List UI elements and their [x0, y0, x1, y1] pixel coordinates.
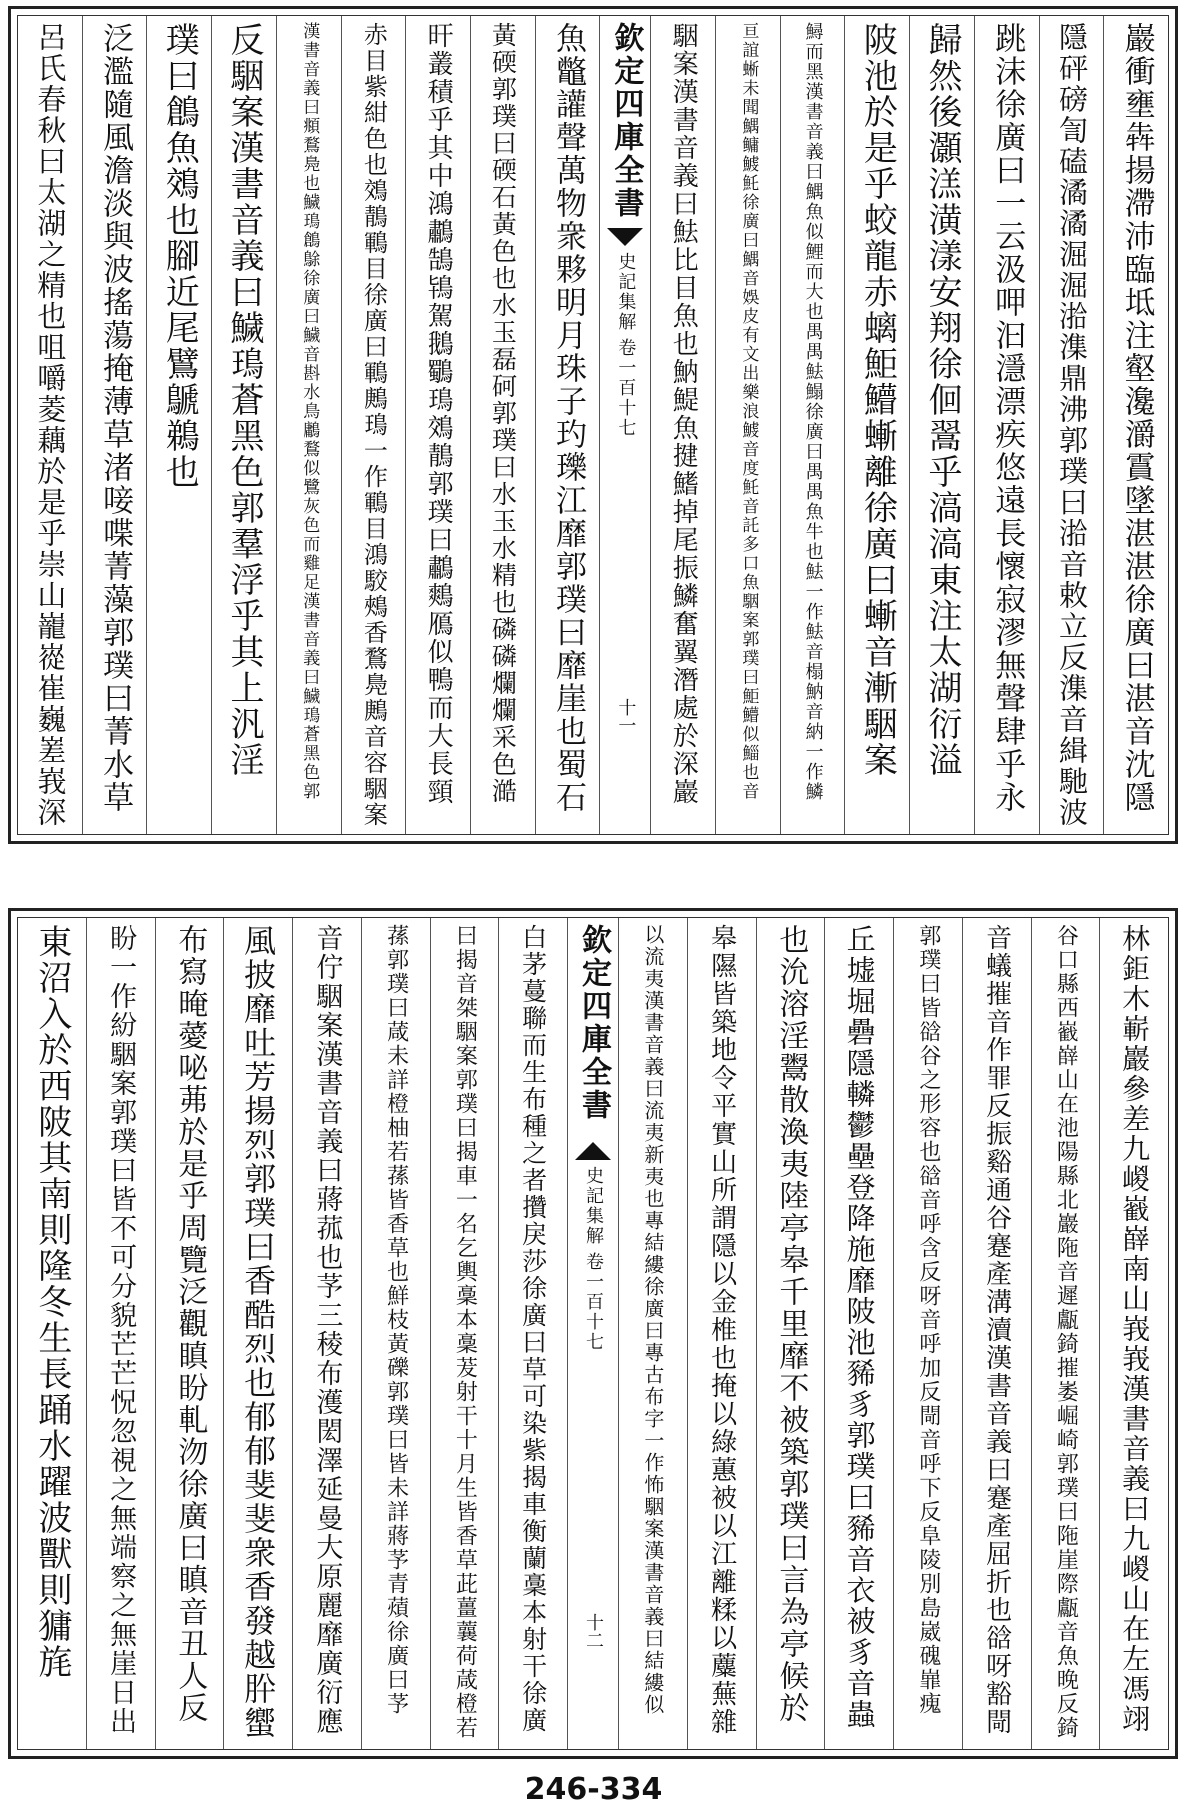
text-columns	[18, 16, 1168, 834]
center-gutter	[567, 918, 618, 1749]
text-column: 亘誼蜥未聞鰅鳙鰬魠徐廣曰鰅音娛皮有文出樂浪鰬音度魠音託多口魚駰案郭璞曰鮔䲛似鯔也音	[715, 16, 780, 834]
center-gutter	[599, 16, 650, 834]
text-column: 東沼入於西陂其南則隆冬生長踊水躍波獸則㺎旄	[31, 924, 72, 1680]
text-column: 魚鼈讙聲萬物衆夥明月珠子玓瓅江靡郭璞曰靡崖也蜀石	[535, 16, 600, 834]
page-upper	[8, 6, 1178, 844]
text-column: 隱砰磅訇磕潏潏淈淈湁潗鼎沸郭璞曰湁音敕立反潗音緝馳波	[1039, 16, 1104, 834]
text-column: 赤目紫紺色也鵁鶄鶤目徐廣曰鶤鶊鳿一作鶤目鴻駮鵊香鶩鳧鶊音容駰案	[341, 16, 406, 834]
fish-tail-mark-icon	[607, 228, 643, 246]
text-column: 巖衝壅犇揚滯沛臨坻注壑瀺灂霣墜湛湛徐廣曰湛音沈隱	[1103, 16, 1168, 834]
text-column: 旰叢積乎其中鴻鷫鵠鴇駕鵝鸀鳿鵁鶄郭璞曰鷫鷞鴈似鴨而大長頸	[405, 16, 470, 834]
volume-label: 卷一百十七	[583, 1252, 604, 1352]
text-column: 丘墟堀礨隱轔鬱壘登降施靡陂池豨豸郭璞曰豨音衣被豸音蟲	[824, 918, 893, 1749]
text-column: 音蟻摧音作罪反振谿通谷蹇產溝瀆漢書音義曰蹇產屈折也谽呀豁閜	[962, 918, 1031, 1749]
text-column: 漢書音義曰頫鶩鳧也鱥鳿鶬鵌徐廣曰鱥音斟水鳥鷛鶩似鷺灰色而雞足漢書音義曰鱥鳿蒼黑色郭	[276, 16, 341, 834]
text-column: 以流夷漢書音義曰流夷新夷也專結縷徐廣曰專古布字一作怖駰案漢書音義曰結縷似	[618, 918, 687, 1749]
text-column: 黃碝郭璞曰碝石黃色也水玉磊砢郭璞曰水玉水精也磷磷爛爛采色澔	[470, 16, 535, 834]
text-column: 郭璞曰皆谽谷之形容也谽音呼含反呀音呼加反閜音呼下反阜陵別島崴磈㠑瘣	[893, 918, 962, 1749]
text-column: 布寫晻薆咇茀於是乎周覽泛觀瞋盼軋沕徐廣曰瞋音丑人反	[155, 918, 224, 1749]
text-column: 蓀郭璞曰葴未詳橙柚若蓀皆香草也鮮枝黃礫郭璞曰皆未詳蔣芧青薠徐廣曰芧	[361, 918, 430, 1749]
page-frame	[17, 15, 1169, 835]
text-column: 歸然後灝溔潢漾安翔徐佪翯乎滈滈東注太湖衍溢	[909, 16, 974, 834]
source-title: 史記集解	[583, 1166, 604, 1246]
text-column: 駰案漢書音義曰魼比目魚也魶鯷魚揵鰭掉尾振鱗奮翼潛處於深巖	[650, 16, 715, 834]
text-column: 呂氏春秋曰太湖之精也咀嚼菱藕於是乎崇山巃嵸崔巍嵳峩深	[33, 22, 68, 828]
text-column: 盼一作紛駰案郭璞曰皆不可分貌芒芒怳忽視之無端察之無崖日出	[86, 918, 155, 1749]
leaf-number: 十二	[583, 1613, 604, 1649]
text-columns	[18, 918, 1168, 1749]
collection-title: 欽定四庫全書	[576, 924, 611, 1122]
text-column: 林鉅木嶄巖參差九嵕巀嶭南山峩峩漢書音義曰九嵕山在左馮翊	[1099, 918, 1168, 1749]
page-frame	[17, 917, 1169, 1750]
fish-tail-mark-icon	[575, 1142, 611, 1160]
text-column: 谷口縣西巀嶭山在池陽縣北巖陁音遲甗錡摧崣崛崎郭璞曰陁崖際甗音魚晚反錡	[1031, 918, 1100, 1749]
text-column: 也沇溶淫鬻散渙夷陸亭皋千里靡不被築郭璞曰言為亭候於	[756, 918, 825, 1749]
text-column: 風披靡吐芳揚烈郭璞曰香酷烈也郁郁斐斐衆香發越肸蠁	[223, 918, 292, 1749]
text-column: 皋隰皆築地令平實山所謂隱以金椎也掩以綠蕙被以江離糅以蘪蕪雜	[687, 918, 756, 1749]
text-column: 璞曰鶬魚鵁也腳近尾鷿鷈鵜也	[146, 16, 211, 834]
text-column: 陂池於是乎蛟龍赤螭鮔䲛螹離徐廣曰螹音漸駰案	[844, 16, 909, 834]
scan-page-label: 246-334	[524, 1772, 663, 1807]
collection-title: 欽定四庫全書	[608, 22, 644, 220]
text-column: 泛濫隨風澹淡與波搖蕩掩薄草渚唼喋菁藻郭璞曰菁水草	[82, 16, 147, 834]
leaf-number: 十一	[615, 698, 637, 734]
text-column: 音佇駰案漢書音義曰蔣菰也芧三稜布濩閎澤延曼大原麗靡廣衍應	[292, 918, 361, 1749]
text-column: 反駰案漢書音義曰鱥鳿蒼黑色郭羣浮乎其上汎淫	[211, 16, 276, 834]
text-column: 曰揭音桀駰案郭璞曰揭車一名乞輿稾本稾茇射干十月生皆香草茈薑蘘荷葴橙若	[430, 918, 499, 1749]
text-column: 跳沫徐廣曰一云汲呷汩濦漂疾悠遠長懷寂漻無聲肆乎永	[974, 16, 1039, 834]
page-lower	[8, 908, 1178, 1759]
text-column: 鱘而黑漢書音義曰鰅魚似鯉而大也禺禺魼鰨徐廣曰禺禺魚牛也魼一作魼音榻魶音納一作鱗	[780, 16, 845, 834]
source-title: 史記集解	[615, 252, 637, 332]
text-column: 白茅蔓聯而生布種之者攢戾莎徐廣曰草可染紫揭車衡蘭稾本射干徐廣	[498, 918, 567, 1749]
volume-label: 卷一百十七	[615, 338, 637, 438]
